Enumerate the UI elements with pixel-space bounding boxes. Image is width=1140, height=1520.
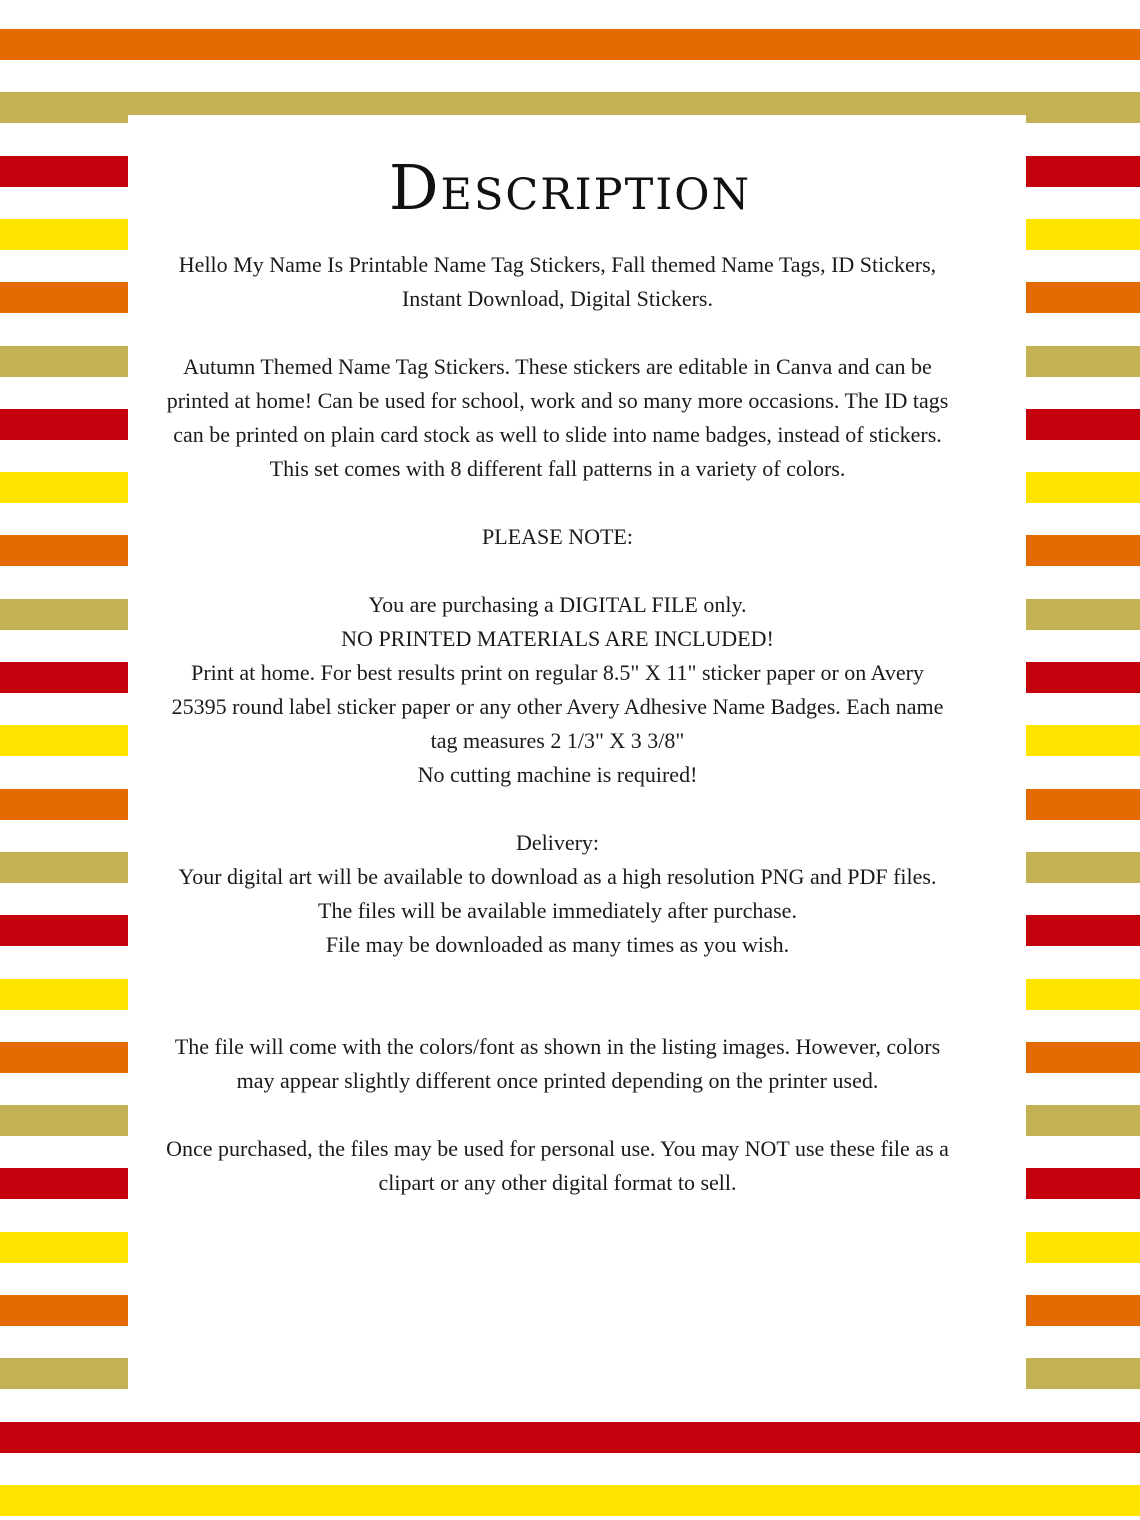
stripe-orange [0, 29, 1140, 60]
stripe-red [0, 1422, 1140, 1453]
note-line-print-at-home: Print at home. For best results print on regular 8.5" X 11" sticker paper or on Avery 25395 round label sticker paper or any other Avery Adhesive Name Badges. Each name tag measures 2 1/3" X 3 3/8" [171, 660, 944, 753]
usage-paragraph: Once purchased, the files may be used for personal use. You may NOT use these file as a clipart or any other digital format to sell. [166, 1136, 949, 1195]
note-line-no-cutting: No cutting machine is required! [417, 762, 698, 787]
note-line-digital-file: You are purchasing a DIGITAL FILE only. [368, 592, 747, 617]
note-block [165, 588, 950, 792]
about-paragraph: Autumn Themed Name Tag Stickers. These stickers are editable in Canva and can be printed at home! Can be used for school, work and so many more occasions. The ID tags can be printed on plain card stock as well to slide into name badges, instead of stickers. This set comes with 8 different fall patterns in a variety of colors. [166, 354, 949, 481]
delivery-line-availability: Your digital art will be available to download as a high resolution PNG and PDF files. The files will be available immediately after purchase. [178, 864, 937, 923]
description-body [165, 248, 950, 1200]
delivery-heading: Delivery: [515, 830, 600, 855]
page-title: Description [388, 151, 752, 224]
note-heading: PLEASE NOTE: [482, 524, 633, 549]
delivery-block [165, 826, 950, 962]
note-line-no-printed: NO PRINTED MATERIALS ARE INCLUDED! [341, 626, 774, 651]
delivery-line-downloads: File may be downloaded as many times as you wish. [325, 932, 790, 957]
stripe-yellow [0, 1485, 1140, 1516]
colors-note-paragraph: The file will come with the colors/font as shown in the listing images. However, colors may appear slightly different once printed depending on the printer used. [174, 1034, 941, 1093]
intro-paragraph: Hello My Name Is Printable Name Tag Stickers, Fall themed Name Tags, ID Stickers, Instant Download, Digital Stickers. [178, 252, 937, 311]
